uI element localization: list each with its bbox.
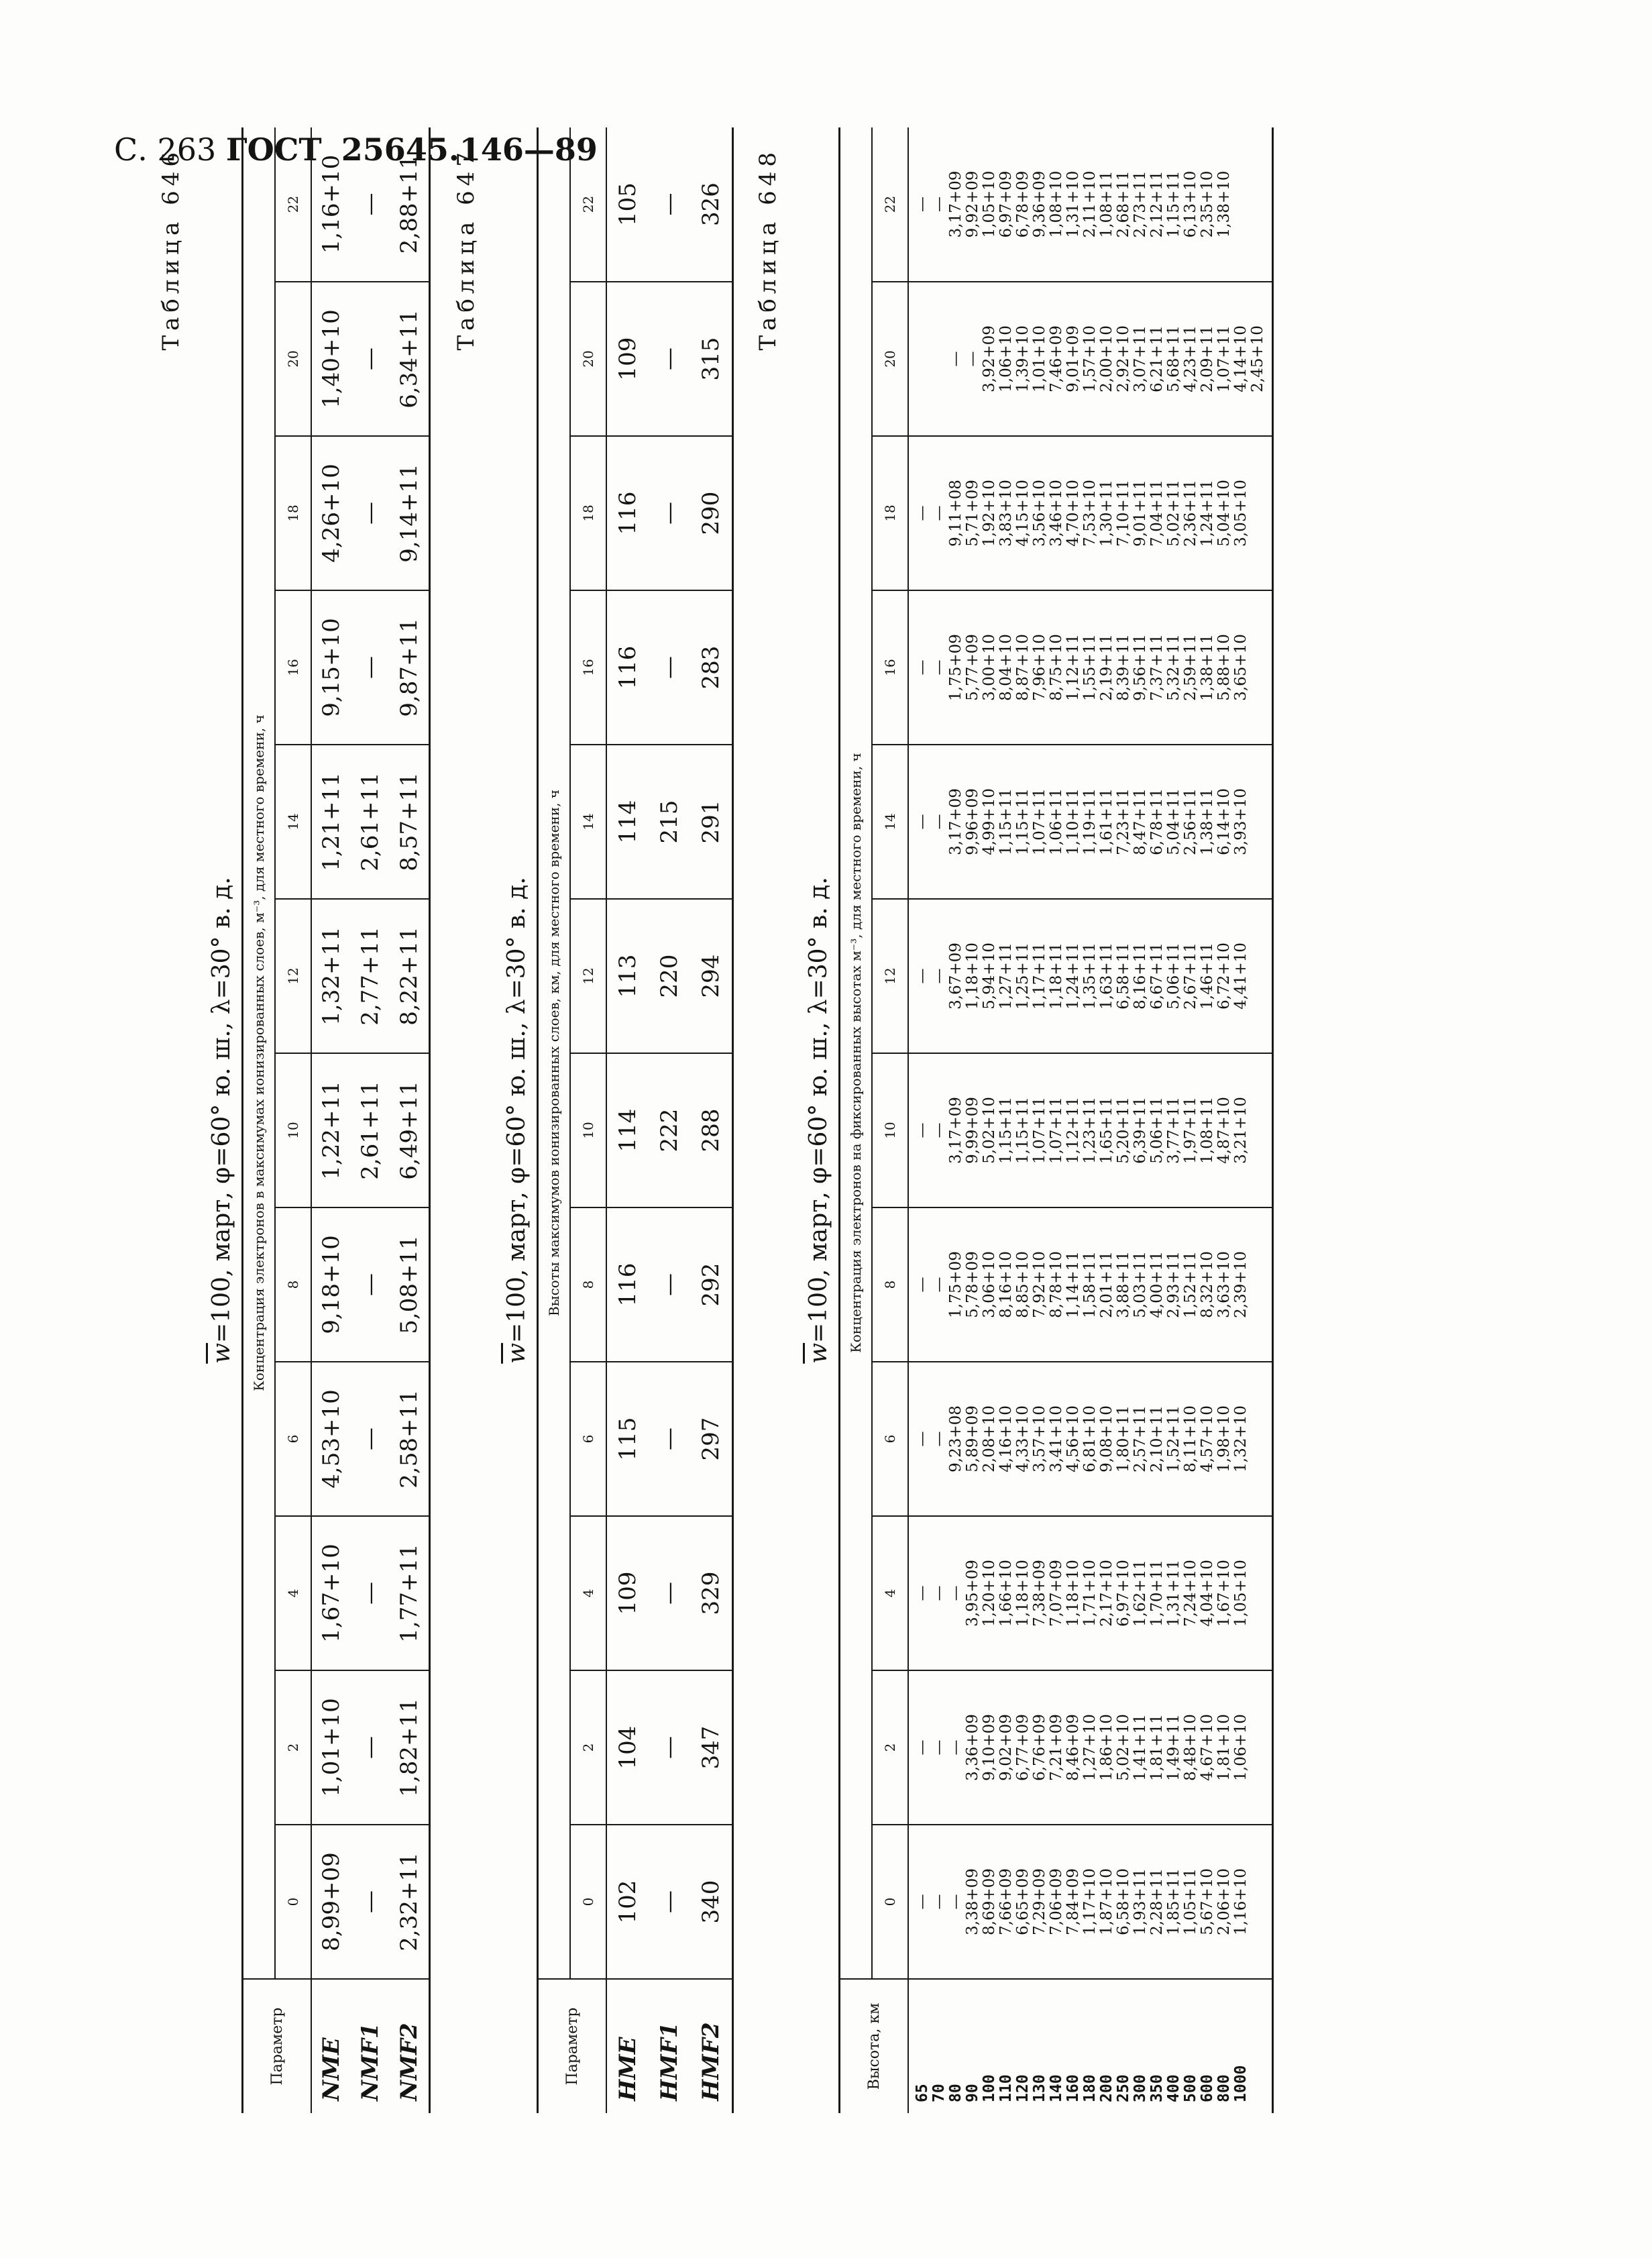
value-cell: 290 bbox=[690, 436, 733, 590]
value-cell: — bbox=[351, 1825, 390, 1979]
value-cell: 329 bbox=[690, 1516, 733, 1670]
hour-header: 20 bbox=[275, 282, 311, 436]
group-header: Высоты максимумов ионизированных слоев, км, для местного времени, ч bbox=[538, 127, 571, 1979]
hour-header: 10 bbox=[570, 1053, 606, 1207]
hour-header: 14 bbox=[570, 745, 606, 899]
param-header: Параметр bbox=[243, 1979, 312, 2113]
value-cell: 2,88+11 bbox=[390, 127, 430, 282]
hour-header: 20 bbox=[872, 282, 908, 436]
value-cell: — bbox=[649, 1362, 690, 1516]
hour-header: 0 bbox=[275, 1825, 311, 1979]
hour-header: 8 bbox=[570, 1207, 606, 1362]
hour-header: 8 bbox=[275, 1207, 311, 1362]
value-cell: 9,18+10 bbox=[311, 1207, 351, 1362]
value-cell: 6,49+11 bbox=[390, 1053, 430, 1207]
value-cell: — bbox=[649, 1516, 690, 1670]
value-cell: 222 bbox=[649, 1053, 690, 1207]
value-cell: 347 bbox=[690, 1670, 733, 1825]
value-cell: — bbox=[351, 127, 390, 282]
table-row bbox=[390, 127, 430, 2113]
value-cell: 5,08+11 bbox=[390, 1207, 430, 1362]
hour-header: 10 bbox=[275, 1053, 311, 1207]
hour-header: 8 bbox=[872, 1207, 908, 1362]
value-cell: 115 bbox=[606, 1362, 649, 1516]
value-column: — — 3,17+09 9,92+09 1,05+10 6,97+09 6,78+09 9,36+09 1,08+10 1,31+10 2,11+10 1,08+11 2,68+11 2,73+11 2,12+11 1,15+11 6,13+10 2,35+10 1,38+10 bbox=[908, 127, 1273, 282]
value-cell: 6,34+11 bbox=[390, 282, 430, 436]
param-header: Параметр bbox=[538, 1979, 607, 2113]
hour-header: 22 bbox=[570, 127, 606, 282]
param-cell: HMF2 bbox=[690, 1979, 733, 2113]
hour-header: 0 bbox=[872, 1825, 908, 1979]
table-646-subtitle: $\overline{w}=100$, март, φ=60° ю. ш., λ=30° в. д. bbox=[208, 877, 235, 1364]
hour-header: 14 bbox=[275, 745, 311, 899]
value-cell: 1,22+11 bbox=[311, 1053, 351, 1207]
value-column: — — 3,17+09 9,96+09 4,99+10 1,15+11 1,15+11 1,07+11 1,06+11 1,10+11 1,19+11 1,61+11 7,23+11 8,47+11 6,78+11 5,04+11 2,56+11 1,38+11 6,14+10 3,93+10 bbox=[908, 745, 1273, 899]
hour-header: 6 bbox=[872, 1362, 908, 1516]
hour-header: 16 bbox=[570, 590, 606, 745]
value-cell: 114 bbox=[606, 745, 649, 899]
value-cell: 2,61+11 bbox=[351, 745, 390, 899]
hour-header: 18 bbox=[570, 436, 606, 590]
value-cell: — bbox=[649, 282, 690, 436]
hour-header: 12 bbox=[275, 899, 311, 1053]
table-row bbox=[690, 127, 733, 2113]
param-cell: HME bbox=[606, 1979, 649, 2113]
table-646 bbox=[241, 127, 431, 2113]
value-cell: 8,57+11 bbox=[390, 745, 430, 899]
table-648 bbox=[838, 127, 1274, 2113]
hour-header: 6 bbox=[275, 1362, 311, 1516]
value-cell: 109 bbox=[606, 282, 649, 436]
value-cell: 1,82+11 bbox=[390, 1670, 430, 1825]
hour-header: 0 bbox=[570, 1825, 606, 1979]
hour-header: 4 bbox=[275, 1516, 311, 1670]
hour-header: 10 bbox=[872, 1053, 908, 1207]
value-cell: 114 bbox=[606, 1053, 649, 1207]
value-cell: 315 bbox=[690, 282, 733, 436]
value-cell: 215 bbox=[649, 745, 690, 899]
altitude-column: 65 70 80 90 100 110 120 130 140 160 180 200 250 300 350 400 500 600 800 1000 bbox=[908, 1979, 1273, 2113]
value-cell: 2,77+11 bbox=[351, 899, 390, 1053]
value-cell: 283 bbox=[690, 590, 733, 745]
table-row bbox=[649, 127, 690, 2113]
table-647-subtitle: $\overline{w}=100$, март, φ=60° ю. ш., λ=30° в. д. bbox=[503, 877, 531, 1364]
hour-header: 12 bbox=[872, 899, 908, 1053]
value-cell: 109 bbox=[606, 1516, 649, 1670]
value-cell: 9,15+10 bbox=[311, 590, 351, 745]
hour-header: 6 bbox=[570, 1362, 606, 1516]
value-column: — — 3,92+09 1,06+10 1,39+10 1,01+10 7,46+09 9,01+09 1,57+10 2,00+10 2,92+10 3,07+11 6,21+11 5,68+11 4,23+11 2,09+11 1,07+11 4,14+10 2,45+10 bbox=[908, 282, 1273, 436]
value-cell: 1,16+10 bbox=[311, 127, 351, 282]
value-cell: 9,14+11 bbox=[390, 436, 430, 590]
value-cell: 9,87+11 bbox=[390, 590, 430, 745]
value-cell: — bbox=[351, 1362, 390, 1516]
value-column: — — 9,11+08 5,71+09 1,92+10 3,83+10 4,15+10 3,56+10 3,46+10 4,70+10 7,53+10 1,30+11 7,10+11 9,01+11 7,04+11 5,02+11 2,36+11 1,24+11 5,04+10 3,05+10 bbox=[908, 436, 1273, 590]
value-column: — — 1,75+09 5,78+09 3,06+10 8,16+10 8,85+10 7,92+10 8,78+10 1,14+11 1,58+11 2,01+11 3,88+11 5,03+11 4,00+11 2,93+11 1,52+11 8,32+10 3,63+10 2,39+10 bbox=[908, 1207, 1273, 1362]
param-cell: NMF1 bbox=[351, 1979, 390, 2113]
hour-header: 22 bbox=[872, 127, 908, 282]
table-row bbox=[351, 127, 390, 2113]
hour-header: 2 bbox=[872, 1670, 908, 1825]
hour-header: 18 bbox=[275, 436, 311, 590]
value-cell: — bbox=[351, 1516, 390, 1670]
hour-header: 16 bbox=[872, 590, 908, 745]
value-cell: 8,99+09 bbox=[311, 1825, 351, 1979]
value-cell: 8,22+11 bbox=[390, 899, 430, 1053]
param-cell: NME bbox=[311, 1979, 351, 2113]
value-cell: 294 bbox=[690, 899, 733, 1053]
table-row bbox=[908, 127, 1273, 2113]
value-cell: — bbox=[649, 1670, 690, 1825]
value-cell: 116 bbox=[606, 436, 649, 590]
value-cell: 220 bbox=[649, 899, 690, 1053]
value-cell: 4,26+10 bbox=[311, 436, 351, 590]
value-cell: 104 bbox=[606, 1670, 649, 1825]
hour-header: 12 bbox=[570, 899, 606, 1053]
value-cell: — bbox=[649, 590, 690, 745]
standard-name: ГОСТ bbox=[225, 131, 322, 168]
value-cell: 2,61+11 bbox=[351, 1053, 390, 1207]
value-cell: 116 bbox=[606, 1207, 649, 1362]
value-cell: 1,40+10 bbox=[311, 282, 351, 436]
value-column: — — — 3,36+09 9,10+09 9,02+09 6,77+09 6,76+09 7,21+09 8,46+09 1,27+10 1,86+10 5,02+10 1,41+11 1,81+11 1,49+11 8,48+10 4,67+10 1,81+10 1,06+10 bbox=[908, 1670, 1273, 1825]
value-cell: 297 bbox=[690, 1362, 733, 1516]
value-cell: 288 bbox=[690, 1053, 733, 1207]
hour-header: 14 bbox=[872, 745, 908, 899]
hour-header: 2 bbox=[275, 1670, 311, 1825]
table-row bbox=[606, 127, 649, 2113]
value-cell: 4,53+10 bbox=[311, 1362, 351, 1516]
group-header: Концентрация электронов на фиксированных высотах м⁻³, для местного времени, ч bbox=[840, 127, 873, 1979]
value-cell: — bbox=[351, 590, 390, 745]
value-cell: 2,58+11 bbox=[390, 1362, 430, 1516]
value-cell: 292 bbox=[690, 1207, 733, 1362]
table-row bbox=[311, 127, 351, 2113]
param-cell: NMF2 bbox=[390, 1979, 430, 2113]
value-column: — — 1,75+09 5,77+09 3,00+10 8,04+10 8,87+10 7,96+10 8,75+10 1,12+11 1,55+11 2,19+11 8,39+11 9,56+11 7,37+11 5,32+11 2,59+11 1,38+11 5,88+10 3,65+10 bbox=[908, 590, 1273, 745]
value-column: — — — 3,95+09 1,20+10 1,66+10 1,18+10 7,38+09 7,07+09 1,18+10 1,71+10 2,17+10 6,97+10 1,62+11 1,70+11 1,31+11 7,24+10 4,04+10 1,67+10 1,05+10 bbox=[908, 1516, 1273, 1670]
value-cell: 326 bbox=[690, 127, 733, 282]
value-cell: 1,32+11 bbox=[311, 899, 351, 1053]
value-cell: 105 bbox=[606, 127, 649, 282]
hour-header: 16 bbox=[275, 590, 311, 745]
table-647-label: Таблица 647 bbox=[453, 148, 480, 351]
value-column: — — — 3,38+09 8,69+09 7,66+09 6,65+09 7,29+09 7,06+09 7,84+09 1,17+10 1,87+10 6,58+10 1,93+11 2,28+11 1,85+11 1,05+11 5,67+10 2,06+10 1,16+10 bbox=[908, 1825, 1273, 1979]
value-cell: — bbox=[649, 436, 690, 590]
value-cell: — bbox=[351, 1207, 390, 1362]
table-646-label: Таблица 646 bbox=[158, 148, 184, 351]
value-cell: 1,77+11 bbox=[390, 1516, 430, 1670]
hour-header: 20 bbox=[570, 282, 606, 436]
hour-header: 4 bbox=[570, 1516, 606, 1670]
value-column: — — 3,17+09 9,99+09 5,02+10 1,15+11 1,15+11 1,07+11 1,07+11 1,12+11 1,23+11 1,65+11 5,20+11 6,39+11 5,06+11 3,77+11 1,97+11 1,08+11 4,87+10 3,21+10 bbox=[908, 1053, 1273, 1207]
value-cell: 102 bbox=[606, 1825, 649, 1979]
value-cell: 1,21+11 bbox=[311, 745, 351, 899]
value-cell: 340 bbox=[690, 1825, 733, 1979]
value-cell: — bbox=[649, 127, 690, 282]
altitude-header: Высота, км bbox=[840, 1979, 909, 2113]
value-cell: 1,67+10 bbox=[311, 1516, 351, 1670]
hour-header: 2 bbox=[570, 1670, 606, 1825]
rotated-tables bbox=[158, 127, 1553, 2113]
hour-header: 22 bbox=[275, 127, 311, 282]
value-cell: 2,32+11 bbox=[390, 1825, 430, 1979]
hour-header: 18 bbox=[872, 436, 908, 590]
value-cell: 1,01+10 bbox=[311, 1670, 351, 1825]
value-cell: — bbox=[649, 1825, 690, 1979]
value-cell: 113 bbox=[606, 899, 649, 1053]
value-cell: — bbox=[351, 436, 390, 590]
table-648-subtitle: $\overline{w}=100$, март, φ=60° ю. ш., λ=30° в. д. bbox=[805, 877, 832, 1364]
standard-number: 25645.146—89 bbox=[341, 131, 598, 168]
value-cell: 116 bbox=[606, 590, 649, 745]
value-cell: — bbox=[351, 1670, 390, 1825]
param-cell: HMF1 bbox=[649, 1979, 690, 2113]
table-648-label: Таблица 648 bbox=[755, 148, 781, 351]
value-cell: — bbox=[351, 282, 390, 436]
value-cell: — bbox=[649, 1207, 690, 1362]
group-header: Концентрация электронов в максимумах ионизированных слоев, м⁻³, для местного времени, ч bbox=[243, 127, 276, 1979]
value-column: — — 3,67+09 1,18+10 5,94+10 1,27+11 1,25+11 1,17+11 1,18+11 1,24+11 1,35+11 1,63+11 6,58+11 8,16+11 6,67+11 5,06+11 2,67+11 1,46+11 6,72+10 4,41+10 bbox=[908, 899, 1273, 1053]
table-647 bbox=[537, 127, 734, 2113]
page-number: С. 263 bbox=[114, 131, 217, 168]
hour-header: 4 bbox=[872, 1516, 908, 1670]
value-column: — — 9,23+08 5,89+09 2,08+10 4,16+10 4,33+10 3,57+10 3,41+10 4,56+10 6,81+10 9,08+10 1,80+11 2,57+11 2,10+11 1,52+11 8,11+10 4,57+10 1,98+10 1,32+10 bbox=[908, 1362, 1273, 1516]
value-cell: 291 bbox=[690, 745, 733, 899]
